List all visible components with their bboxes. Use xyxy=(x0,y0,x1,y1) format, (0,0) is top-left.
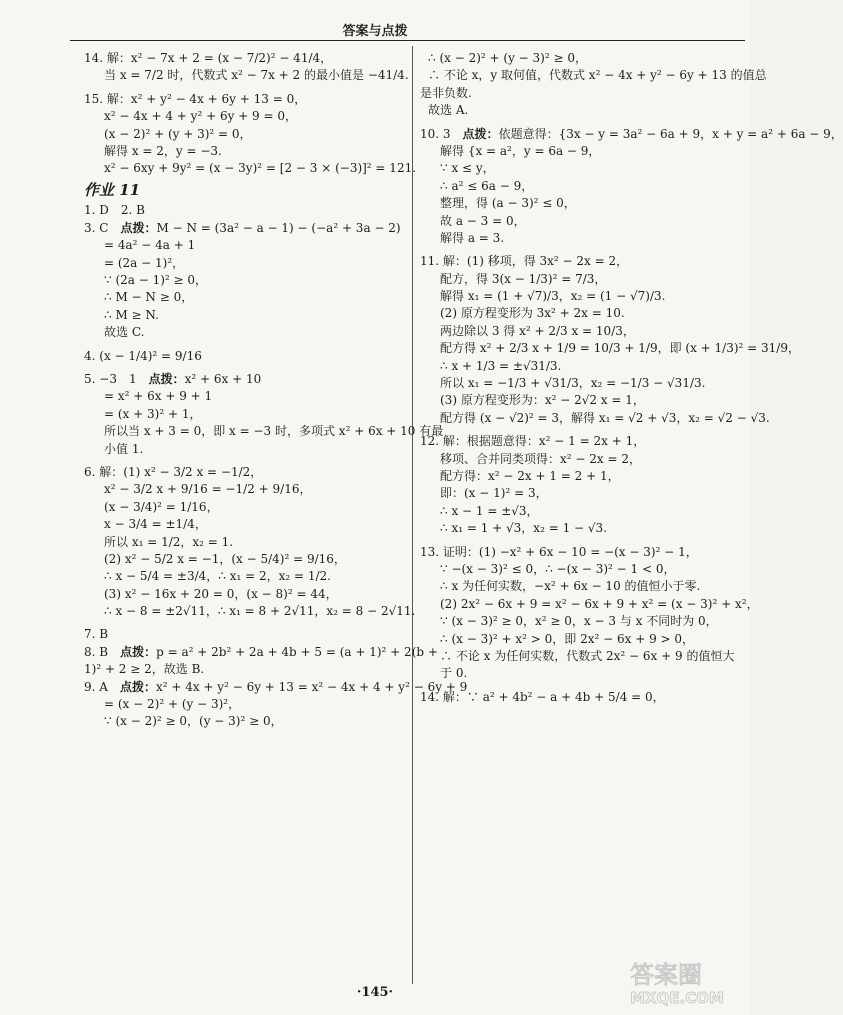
answer-6-line: (2) x² − 5/2 x = −1，(x − 5/4)² = 9/16， xyxy=(104,551,346,566)
answer-text: x² + 4x + y² − 6y + 13 = x² − 4x + 4 + y² − 6y + 9 xyxy=(155,679,468,694)
answer-10-line: ∵ x ≤ y， xyxy=(440,161,495,176)
answer-10-line: 故 a − 3 = 0， xyxy=(440,213,526,228)
answer-11-line: 配方得 x² + 2/3 x + 1/9 = 10/3 + 1/9，即 (x + 1/3)² = 31/9， xyxy=(440,341,800,356)
answer-14-line: 当 x = 7/2 时，代数式 x² − 7x + 2 的最小值是 −41/4. xyxy=(104,68,409,83)
answer-5-line: 所以当 x + 3 = 0，即 x = −3 时，多项式 x² + 6x + 10 有最 xyxy=(104,424,444,439)
answer-6-line: x − 3/4 = ±1/4， xyxy=(104,517,207,532)
answer-13-line: (2) 2x² − 6x + 9 = x² − 6x + 9 + x² = (x − 3)² + x²， xyxy=(440,596,759,611)
answer-6-line: 所以 x₁ = 1/2，x₂ = 1. xyxy=(104,534,234,549)
answer-3-line xyxy=(84,220,406,237)
answer-13-line: ∵ −(x − 3)² ≤ 0，∴ −(x − 3)² − 1 < 0， xyxy=(440,561,676,576)
answer-6-line: ∴ x − 8 = ±2√11，∴ x₁ = 8 + 2√11，x₂ = 8 − 2√11. xyxy=(104,604,416,619)
answer-11-line: 11. 解：(1) 移项，得 3x² − 2x = 2， xyxy=(420,254,629,269)
answer-text: x² + 6x + 10 xyxy=(184,372,262,386)
answer-13-line: ∴ x 为任何实数，−x² + 6x − 10 的值恒小于零. xyxy=(440,579,701,594)
watermark-text-cn: 答案圈 xyxy=(630,961,702,989)
answer-7: 7. B xyxy=(84,627,109,642)
answer-3-line: ∴ M − N ≥ 0， xyxy=(104,290,194,305)
page-header-title: 答案与点拨 xyxy=(342,24,408,39)
answer-9-line: = (x − 2)² + (y − 3)²， xyxy=(104,697,241,712)
tip-label: 点拨： xyxy=(120,644,157,659)
answer-11-line: (3) 原方程变形为：x² − 2√2 x = 1， xyxy=(440,393,645,408)
answer-3-line: ∴ M ≥ N. xyxy=(104,307,159,322)
watermark-logo xyxy=(590,957,740,1007)
answer-13-line: 于 0. xyxy=(440,666,468,681)
answer-number: 9. A xyxy=(84,679,120,694)
answer-6-line: ∴ x − 5/4 = ±3/4，∴ x₁ = 2，x₂ = 1/2. xyxy=(104,569,331,584)
answer-12-line: 移项、合并同类项得：x² − 2x = 2， xyxy=(440,451,641,466)
column-divider xyxy=(412,46,413,984)
answer-8-line xyxy=(84,644,438,661)
answer-text: p = a² + 2b² + 2a + 4b + 5 = (a + 1)² + 2(b + xyxy=(156,644,438,659)
answer-11-line: 配方得 (x − √2)² = 3，解得 x₁ = √2 + √3，x₂ = √2 − √3. xyxy=(440,410,770,425)
answer-9-line xyxy=(84,679,468,696)
answer-11-line: 解得 x₁ = (1 + √7)/3，x₂ = (1 − √7)/3. xyxy=(440,289,666,304)
answer-4: 4. (x − 1/4)² = 9/16 xyxy=(84,348,202,363)
answer-13-line: ∴ (x − 3)² + x² > 0，即 2x² − 6x + 9 > 0， xyxy=(440,631,695,646)
answer-1-2: 1. D 2. B xyxy=(84,203,145,218)
answer-13-line: ∵ (x − 3)² ≥ 0，x² ≥ 0，x − 3 与 x 不同时为 0， xyxy=(440,614,718,629)
answer-11-line: (2) 原方程变形为 3x² + 2x = 10. xyxy=(440,306,625,321)
tip-label: 点拨： xyxy=(148,372,185,386)
answer-10-line: ∴ a² ≤ 6a − 9， xyxy=(440,178,534,193)
answer-14-line: 14. 解：x² − 7x + 2 = (x − 7/2)² − 41/4， xyxy=(84,51,333,65)
answer-text: 依题意得：{3x − y = 3a² − 6a + 9，x + y = a² + 6a − 9， xyxy=(498,126,843,141)
header-rule xyxy=(70,40,745,41)
answer-3-line: = 4a² − 4a + 1 xyxy=(104,238,196,253)
answer-9-cont-line: 是非负数. xyxy=(420,85,472,100)
tip-label: 点拨： xyxy=(462,126,499,141)
answer-11-line: 所以 x₁ = −1/3 + √31/3，x₂ = −1/3 − √31/3. xyxy=(440,376,706,391)
answer-11-line: ∴ x + 1/3 = ±√31/3. xyxy=(440,358,562,373)
answer-13-line: ∴ 不论 x 为任何实数，代数式 2x² − 6x + 9 的值恒大 xyxy=(440,648,735,663)
answer-10-line: 解得 a = 3. xyxy=(440,230,505,245)
answer-15-line: 15. 解：x² + y² − 4x + 6y + 13 = 0， xyxy=(84,91,307,106)
answer-number: 10. 3 xyxy=(420,126,463,141)
answer-6-line: (3) x² − 16x + 20 = 0，(x − 8)² = 44， xyxy=(104,586,338,601)
answer-number: 5. −3 1 xyxy=(84,372,149,386)
answer-11-line: 两边除以 3 得 x² + 2/3 x = 10/3， xyxy=(440,323,635,338)
tip-label: 点拨： xyxy=(119,679,156,694)
answer-15-line: x² − 6xy + 9y² = (x − 3y)² = [2 − 3 × (−3)]² = 121. xyxy=(104,161,417,176)
answer-10-line: 解得 {x = a²，y = 6a − 9， xyxy=(440,143,601,158)
answer-12-line: 配方得：x² − 2x + 1 = 2 + 1， xyxy=(440,468,620,483)
answer-number: 8. B xyxy=(84,644,121,659)
answer-14-continued: 14. 解：∵ a² + 4b² − a + 4b + 5/4 = 0， xyxy=(420,689,665,704)
answer-9-line: ∵ (x − 2)² ≥ 0，(y − 3)² ≥ 0， xyxy=(104,714,283,729)
answer-9-cont-line: 故选 A. xyxy=(428,103,469,118)
answer-12-line: ∴ x₁ = 1 + √3，x₂ = 1 − √3. xyxy=(440,521,607,536)
answer-15-line: x² − 4x + 4 + y² + 6y + 9 = 0， xyxy=(104,109,297,124)
tip-label: 点拨： xyxy=(120,220,157,235)
answer-8-line: 1)² + 2 ≥ 2，故选 B. xyxy=(84,662,205,677)
answer-9-cont-line: ∴ (x − 2)² + (y − 3)² ≥ 0， xyxy=(428,51,587,65)
answer-text: M − N = (3a² − a − 1) − (−a² + 3a − 2) xyxy=(156,220,401,235)
answer-5-line: = x² + 6x + 9 + 1 xyxy=(104,389,213,404)
right-column xyxy=(420,50,843,706)
answer-6-line: x² − 3/2 x + 9/16 = −1/2 + 9/16， xyxy=(104,482,312,497)
page-number: ·145· xyxy=(356,985,394,1000)
answer-10-line: 整理，得 (a − 3)² ≤ 0， xyxy=(440,196,576,211)
answer-12-line: 12. 解：根据题意得：x² − 1 = 2x + 1， xyxy=(420,434,646,449)
answer-5-line: = (x + 3)² + 1， xyxy=(104,406,202,421)
answer-number: 3. C xyxy=(84,220,121,235)
answer-9-cont-line: ∴ 不论 x，y 取何值，代数式 x² − 4x + y² − 6y + 13 的值总 xyxy=(428,68,767,83)
answer-3-line: ∵ (2a − 1)² ≥ 0， xyxy=(104,273,208,288)
watermark-text-url: MXQE.COM xyxy=(630,989,724,1007)
answer-13-line: 13. 证明：(1) −x² + 6x − 10 = −(x − 3)² − 1， xyxy=(420,544,698,559)
answer-15-line: 解得 x = 2，y = −3. xyxy=(104,143,222,158)
answer-6-line: 6. 解：(1) x² − 3/2 x = −1/2， xyxy=(84,464,263,479)
answer-10-line xyxy=(420,126,843,143)
section-title: 作业 11 xyxy=(84,180,141,199)
answer-3-line: = (2a − 1)²， xyxy=(104,255,185,270)
answer-6-line: (x − 3/4)² = 1/16， xyxy=(104,499,219,514)
answer-5-line: 小值 1. xyxy=(104,441,144,456)
answer-5-line xyxy=(84,371,406,388)
answer-12-line: 即：(x − 1)² = 3， xyxy=(440,486,548,501)
answer-3-line: 故选 C. xyxy=(104,325,145,340)
answer-15-line: (x − 2)² + (y + 3)² = 0， xyxy=(104,126,252,141)
answer-12-line: ∴ x − 1 = ±√3， xyxy=(440,503,539,518)
answer-11-line: 配方，得 3(x − 1/3)² = 7/3， xyxy=(440,271,607,286)
